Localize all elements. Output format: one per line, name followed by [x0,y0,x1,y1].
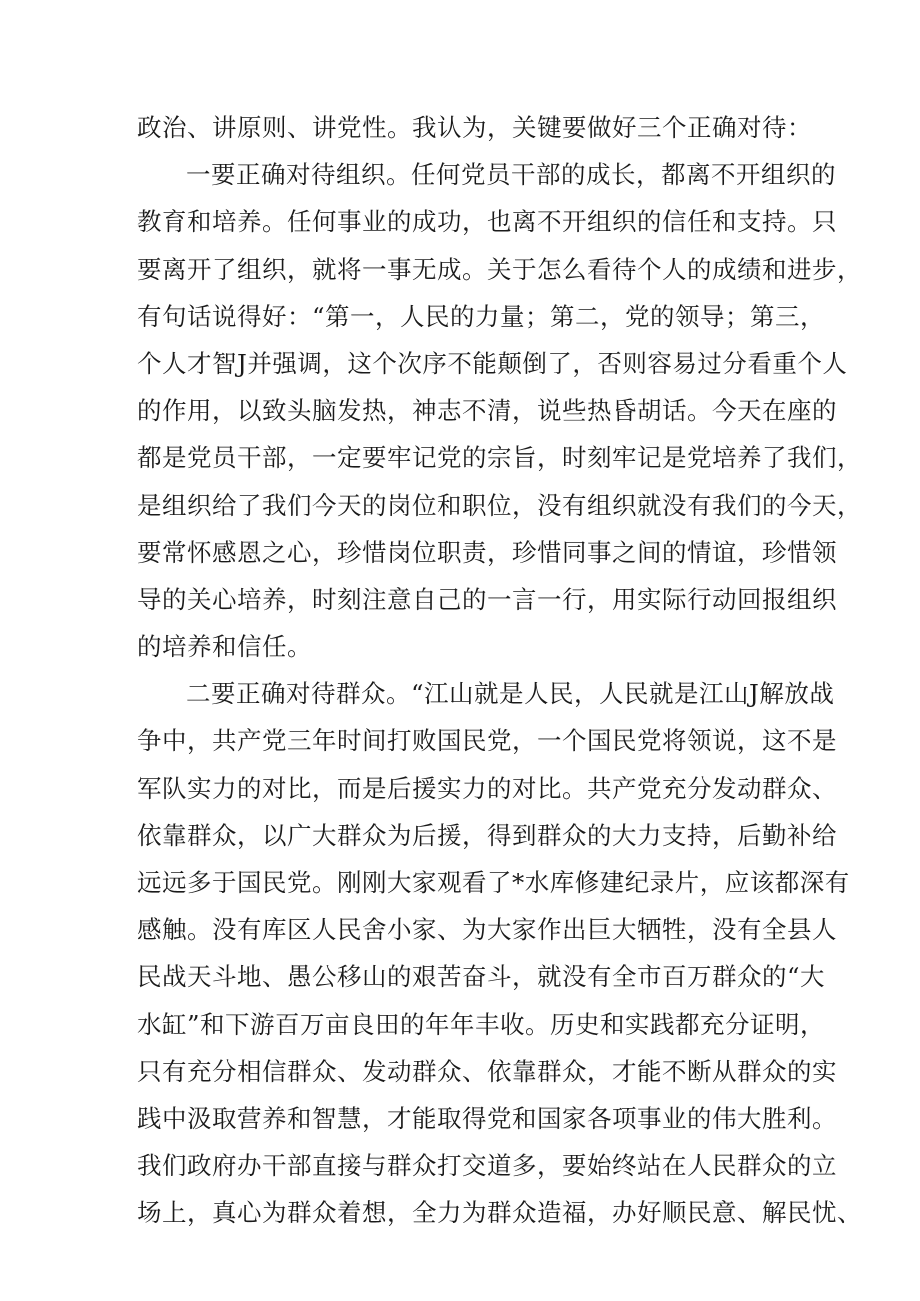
text-line: 有句话说得好：“第一，人民的力量；第二，党的领导；第三， [137,301,826,331]
text-line: 教育和培养。任何事业的成功，也离不开组织的信任和支持。只 [137,207,837,237]
text-line: 要离开了组织，就将一事无成。关于怎么看待个人的成绩和进步， [137,254,862,284]
text-line: 争中，共产党三年时间打败国民党，一个国民党将领说，这不是 [137,726,837,756]
paragraph-end-line: 的培养和信任。 [137,632,312,662]
document-body [137,104,862,1237]
text-line: 都是党员干部，一定要牢记党的宗旨，时刻牢记是党培养了我们， [137,443,862,473]
text-line: 水缸”和下游百万亩良田的年年丰收。历史和实践都充分证明， [137,1009,826,1039]
text-line: 个人才智J并强调，这个次序不能颠倒了，否则容易过分看重个人 [137,348,848,378]
text-line: 政治、讲原则、讲党性。我认为，关键要做好三个正确对待： [137,113,812,142]
text-line: 场上，真心为群众着想，全力为群众造福，办好顺民意、解民忧、 [137,1198,862,1228]
text-line: 感触。没有库区人民舍小家、为大家作出巨大牺牲，没有全县人 [137,915,837,945]
text-line: 是组织给了我们今天的岗位和职位，没有组织就没有我们的今天， [137,490,862,520]
text-line: 远远多于国民党。刚刚大家观看了*水库修建纪录片，应该都深有 [137,868,850,897]
text-line: 践中汲取营养和智慧，才能取得党和国家各项事业的伟大胜利。 [137,1103,837,1133]
text-line: 只有充分相信群众、发动群众、依靠群众，才能不断从群众的实 [137,1056,837,1086]
paragraph-start-line: 一要正确对待组织。任何党员干部的成长，都离不开组织的 [186,160,836,190]
text-line: 军队实力的对比，而是后援实力的对比。共产党充分发动群众、 [137,773,837,803]
text-line: 的作用，以致头脑发热，神志不清，说些热昏胡话。今天在座的 [137,396,837,426]
text-line: 民战天斗地、愚公移山的艰苦奋斗，就没有全市百万群众的“大 [137,962,826,992]
text-line: 依靠群众，以广大群众为后援，得到群众的大力支持，后勤补给 [137,820,837,850]
paragraph-start-line: 二要正确对待群众。“江山就是人民，人民就是江山J解放战 [186,679,835,709]
text-line: 要常怀感恩之心，珍惜岗位职责，珍惜同事之间的情谊，珍惜领 [137,537,837,567]
text-line: 导的关心培养，时刻注意自己的一言一行，用实际行动回报组织 [137,584,837,614]
text-line: 我们政府办干部直接与群众打交道多，要始终站在人民群众的立 [137,1151,837,1181]
